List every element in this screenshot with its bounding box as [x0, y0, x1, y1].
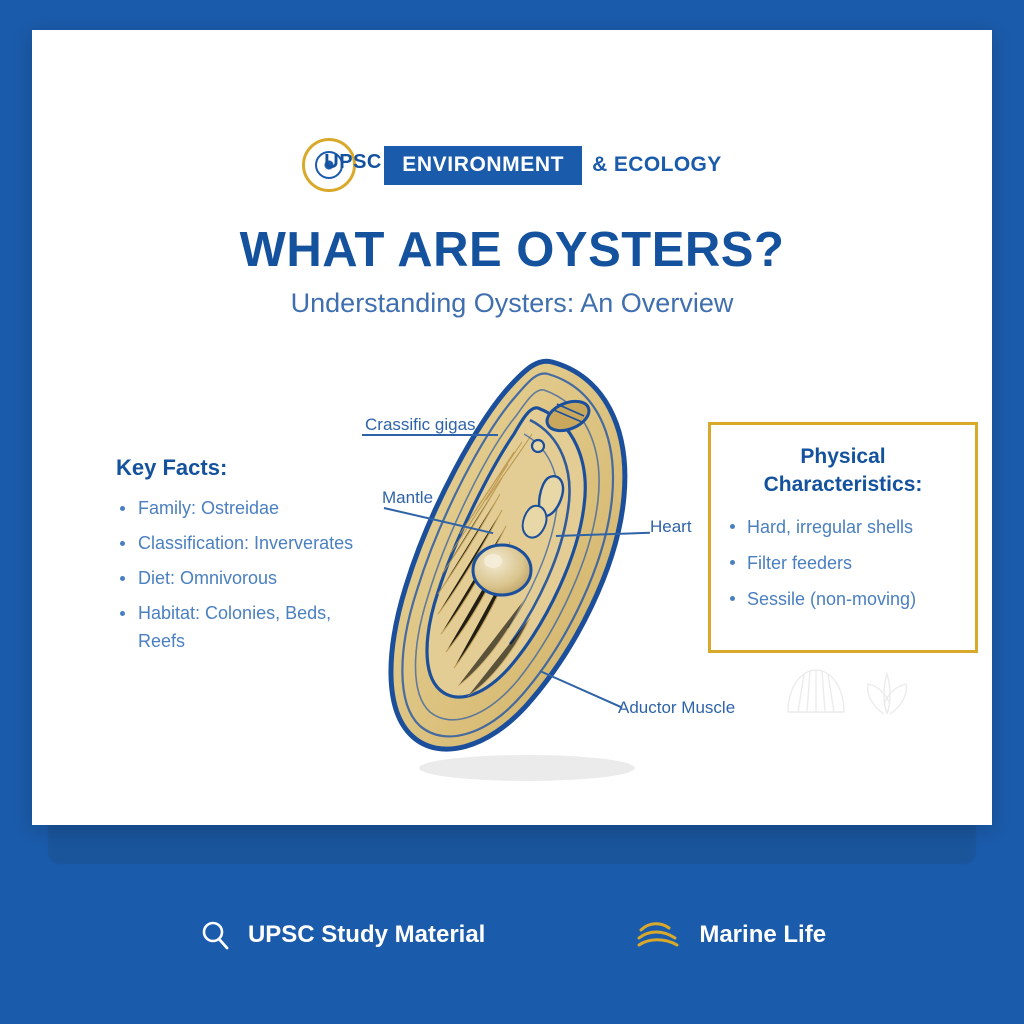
magnifier-icon [198, 918, 232, 952]
brand-badge-row [32, 138, 992, 192]
list-item: Diet: Omnivorous [116, 565, 376, 593]
upsc-emblem-label: UPSC [324, 151, 382, 173]
list-item: Hard, irregular shells [727, 514, 959, 541]
badge-ecology: & ECOLOGY [592, 153, 722, 176]
footer-label: Marine Life [699, 921, 827, 948]
card-shadow [48, 824, 976, 864]
list-item: Family: Ostreidae [116, 495, 376, 523]
list-item: Sessile (non-moving) [727, 586, 959, 613]
list-item: Classification: Inververates [116, 530, 376, 558]
content-card [32, 30, 992, 825]
key-facts-block [116, 455, 376, 662]
footer-item-marine-life[interactable] [635, 918, 826, 952]
key-facts-list [116, 495, 376, 655]
physical-characteristics-box [708, 422, 978, 653]
upsc-emblem-icon [302, 138, 382, 192]
callout-adductor-muscle: Aductor Muscle [618, 698, 736, 717]
page-title: WHAT ARE OYSTERS? [239, 223, 785, 277]
footer-label: UPSC Study Material [247, 921, 486, 948]
callout-species: Crassific gigas [365, 415, 476, 434]
badge-environment: ENVIRONMENT [384, 146, 582, 185]
list-item: Filter feeders [727, 550, 959, 577]
callout-heart: Heart [650, 517, 692, 536]
wave-icon [635, 918, 683, 952]
shell-icon [788, 670, 844, 712]
callout-mantle: Mantle [382, 488, 434, 507]
footer-bar [0, 890, 1024, 980]
page-subtitle: Understanding Oysters: An Overview [290, 288, 734, 318]
lotus-icon [868, 674, 907, 714]
key-facts-heading: Key Facts: [116, 455, 228, 480]
footer-item-study-material[interactable] [198, 918, 485, 952]
decorative-watermarks [780, 660, 920, 730]
list-item: Habitat: Colonies, Beds, Reefs [116, 600, 376, 656]
physical-characteristics-list [727, 514, 959, 613]
physical-characteristics-heading: Physical Characteristics: [763, 445, 923, 497]
